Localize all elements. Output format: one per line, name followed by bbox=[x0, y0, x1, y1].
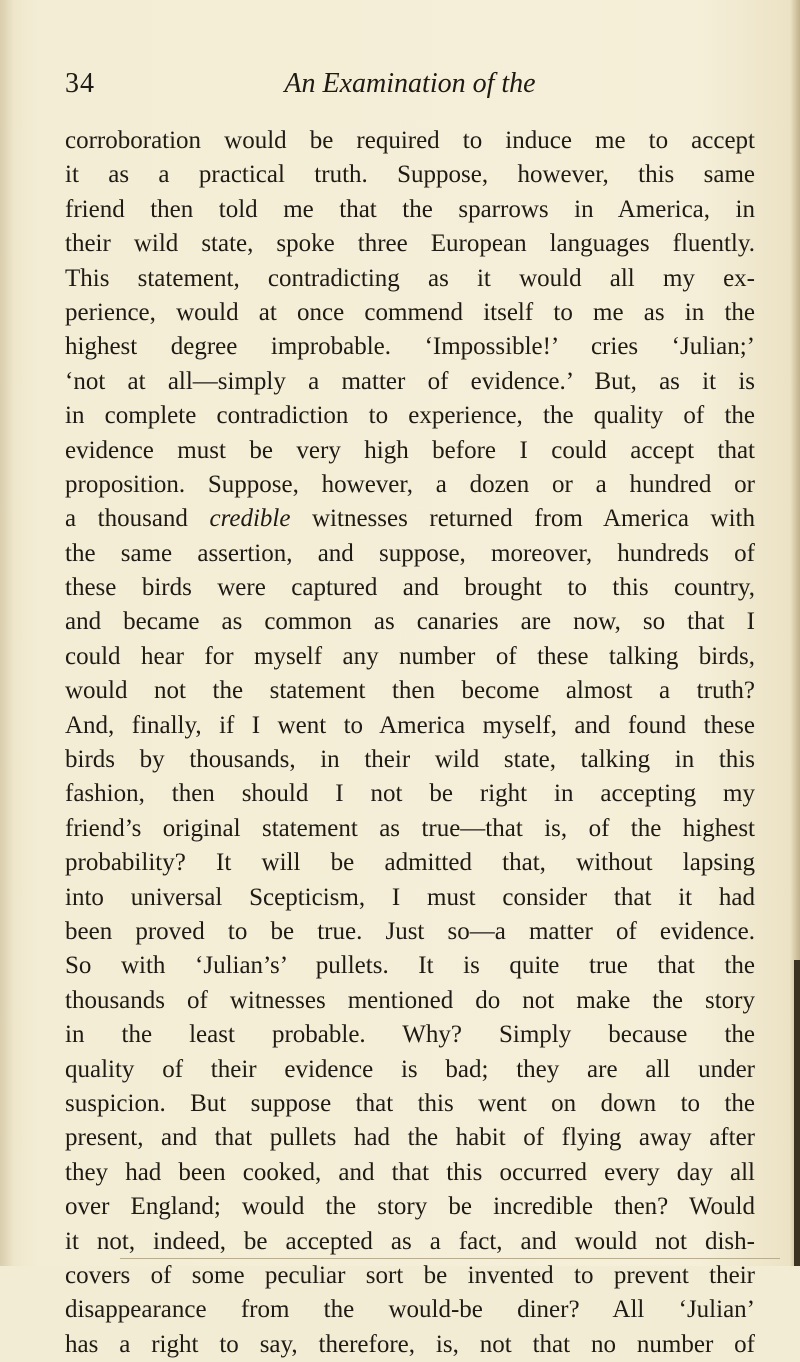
text-line: corroboration would be required to induce me to accept bbox=[65, 127, 755, 154]
page-gutter-shadow bbox=[0, 0, 14, 1266]
text-line: into universal Scepticism, I must consider that it had bbox=[65, 883, 755, 911]
text-line: evidence must be very high before I could accept that bbox=[65, 436, 755, 464]
text-line: covers of some peculiar sort be invented to prevent their bbox=[65, 1261, 755, 1289]
text-line-credible bbox=[65, 502, 755, 536]
text-line: fashion, then should I not be right in accepting my bbox=[65, 780, 755, 808]
page-header bbox=[65, 68, 755, 108]
text-line: it as a practical truth. Suppose, however, this same bbox=[65, 161, 755, 189]
text-line: probability? It will be admitted that, without lapsing bbox=[65, 849, 755, 877]
text-line: highest degree improbable. ‘Impossible!’ cries ‘Julian;’ bbox=[65, 333, 755, 361]
page-edge-dark bbox=[794, 960, 800, 1266]
text-line: it not, indeed, be accepted as a fact, and would not dish- bbox=[65, 1227, 755, 1255]
text-line: friend then told me that the sparrows in America, in bbox=[65, 195, 755, 223]
text-line: in the least probable. Why? Simply because the bbox=[65, 1021, 755, 1049]
text-line: disappearance from the would-be diner? All ‘Julian’ bbox=[65, 1296, 755, 1324]
text-line: could hear for myself any number of these talking birds, bbox=[65, 642, 755, 670]
text-line: has a right to say, therefore, is, not that no number of bbox=[65, 1330, 755, 1358]
text-line: over England; would the story be incredible then? Would bbox=[65, 1193, 755, 1221]
text-line: birds by thousands, in their wild state, talking in this bbox=[65, 746, 755, 774]
text-line: perience, would at once commend itself to me as in the bbox=[65, 298, 755, 326]
text-line: in complete contradiction to experience, the quality of the bbox=[65, 402, 755, 430]
text-line: And, finally, if I went to America myself, and found these bbox=[65, 711, 755, 739]
page-number: 34 bbox=[65, 68, 95, 99]
text-line: friend’s original statement as true—that is, of the highest bbox=[65, 814, 755, 842]
text-line: thousands of witnesses mentioned do not make the story bbox=[65, 986, 755, 1014]
text-line: they had been cooked, and that this occurred every day all bbox=[65, 1158, 755, 1186]
text-line: This statement, contradicting as it would all my ex- bbox=[65, 264, 755, 292]
body-text bbox=[65, 124, 755, 1362]
text-line: and became as common as canaries are now, so that I bbox=[65, 608, 755, 636]
text-line: proposition. Suppose, however, a dozen or a hundred or bbox=[65, 470, 755, 498]
text-line: the same assertion, and suppose, moreover, hundreds of bbox=[65, 539, 755, 567]
italic-word-credible: credible bbox=[209, 505, 291, 533]
text-fragment: witnesses returned from America with bbox=[312, 505, 755, 533]
text-line: ‘not at all—simply a matter of evidence.’ But, as it is bbox=[65, 367, 755, 395]
text-line: their wild state, spoke three European languages fluently. bbox=[65, 230, 755, 258]
text-line: would not the statement then become almost a truth? bbox=[65, 677, 755, 705]
text-line: suspicion. But suppose that this went on down to the bbox=[65, 1089, 755, 1117]
text-line: So with ‘Julian’s’ pullets. It is quite true that the bbox=[65, 952, 755, 980]
text-line: present, and that pullets had the habit of flying away after bbox=[65, 1124, 755, 1152]
text-line: these birds were captured and brought to this country, bbox=[65, 574, 755, 602]
text-line: been proved to be true. Just so—a matter of evidence. bbox=[65, 917, 755, 945]
text-fragment: a thousand bbox=[65, 505, 188, 533]
bottom-rule bbox=[120, 1258, 780, 1259]
running-head: An Examination of the bbox=[284, 68, 536, 99]
text-line: quality of their evidence is bad; they are all under bbox=[65, 1055, 755, 1083]
